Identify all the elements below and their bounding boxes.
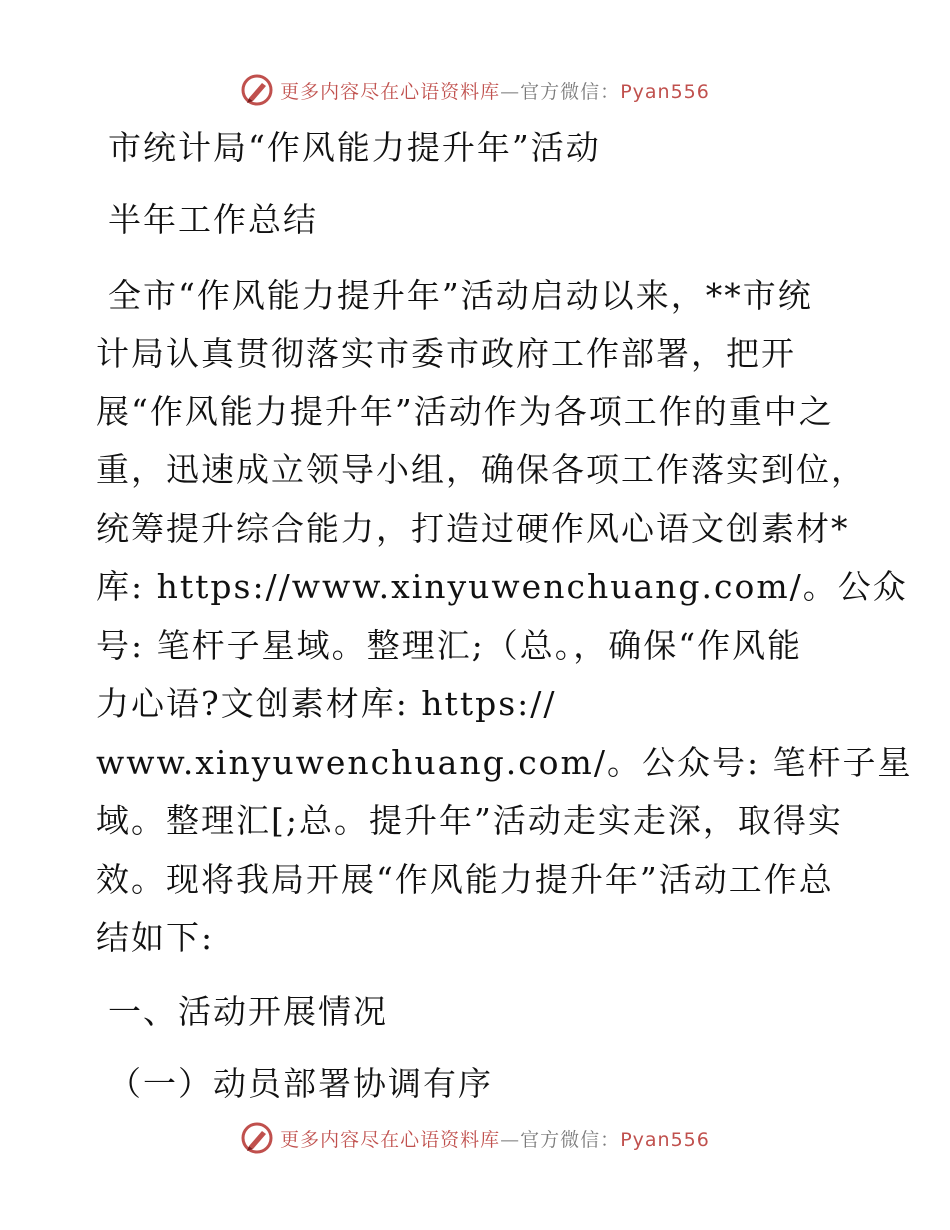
red-pen-logo-icon bbox=[240, 73, 274, 107]
watermark-label: 官方微信： bbox=[520, 1128, 621, 1151]
watermark-main: 更多内容尽在心语资料库 bbox=[280, 80, 501, 103]
watermark-wechat: Pyan556 bbox=[620, 1128, 710, 1151]
watermark-banner-top bbox=[0, 70, 950, 110]
doc-title-line-2: 半年工作总结 bbox=[108, 200, 318, 239]
watermark-text bbox=[280, 77, 710, 104]
paragraph-line: 重，迅速成立领导小组，确保各项工作落实到位， bbox=[96, 450, 866, 489]
paragraph-line: 库: https://www.xinyuwenchuang.com/。公众 bbox=[96, 567, 908, 606]
paragraph-line: 全市“作风能力提升年”活动启动以来，**市统 bbox=[108, 276, 813, 315]
paragraph-line: 展“作风能力提升年”活动作为各项工作的重中之 bbox=[96, 392, 834, 431]
watermark-label: 官方微信： bbox=[520, 80, 621, 103]
watermark-main: 更多内容尽在心语资料库 bbox=[280, 1128, 501, 1151]
paragraph-line: 号: 笔杆子星域。整理汇;（总。，确保“作风能 bbox=[96, 626, 803, 665]
paragraph-line: www.xinyuwenchuang.com/。公众号: 笔杆子星 bbox=[96, 743, 913, 782]
paragraph-line: 效。现将我局开展“作风能力提升年”活动工作总 bbox=[96, 860, 834, 899]
paragraph-line: 力心语?文创素材库: https:// bbox=[96, 684, 557, 723]
watermark-separator: — bbox=[500, 80, 521, 103]
doc-title-line-1: 市统计局“作风能力提升年”活动 bbox=[108, 128, 601, 167]
red-pen-logo-icon bbox=[240, 1121, 274, 1155]
watermark-banner-bottom bbox=[0, 1118, 950, 1158]
paragraph-line: 计局认真贯彻落实市委市政府工作部署，把开 bbox=[96, 334, 796, 373]
watermark-wechat: Pyan556 bbox=[620, 80, 710, 103]
paragraph-line: 统筹提升综合能力，打造过硬作风心语文创素材* bbox=[96, 509, 850, 548]
subsection-heading: （一）动员部署协调有序 bbox=[108, 1064, 493, 1103]
watermark-text bbox=[280, 1125, 710, 1152]
paragraph-line: 结如下: bbox=[96, 918, 215, 957]
paragraph-line: 域。整理汇[;总。提升年”活动走实走深，取得实 bbox=[96, 801, 843, 840]
section-heading: 一、活动开展情况 bbox=[108, 992, 388, 1031]
watermark-separator: — bbox=[500, 1128, 521, 1151]
